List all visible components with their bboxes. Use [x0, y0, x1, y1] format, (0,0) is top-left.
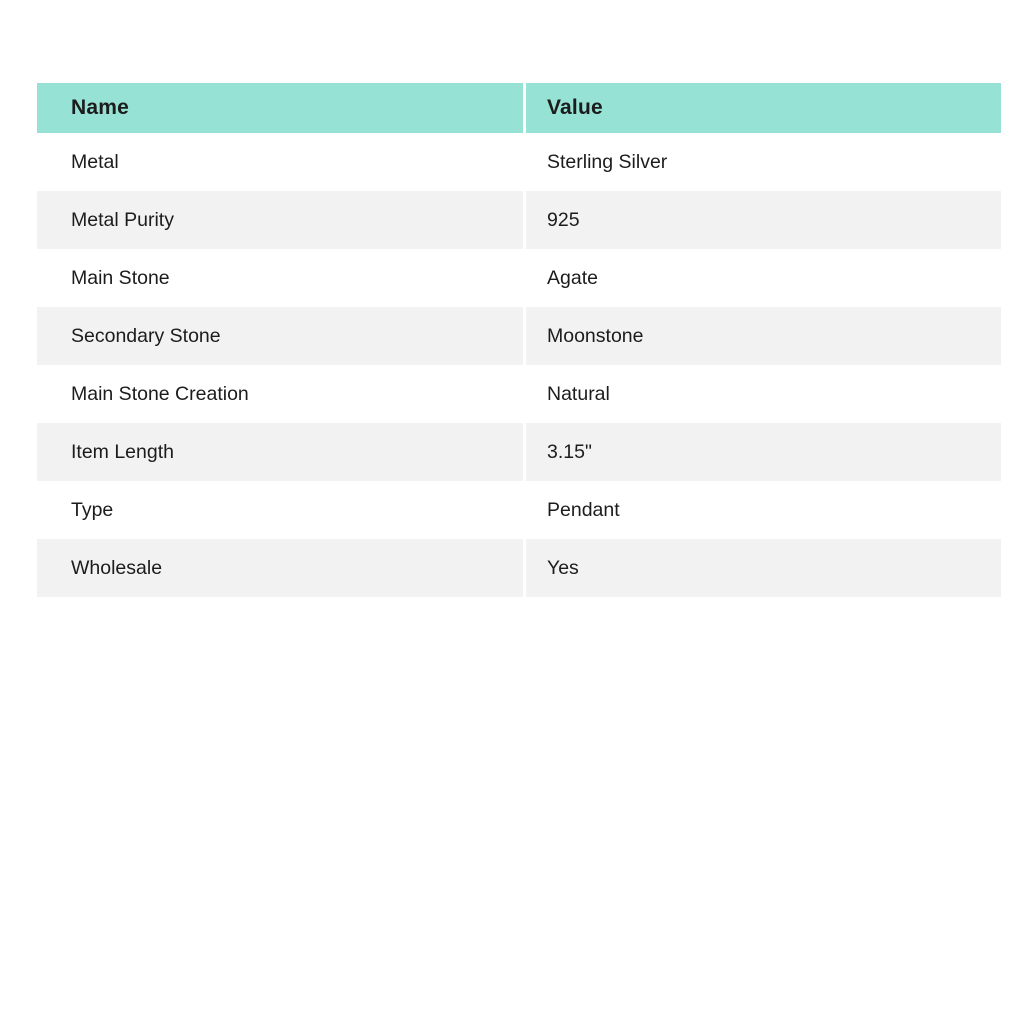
column-header-value: Value — [523, 83, 1001, 133]
table-body — [37, 133, 1001, 597]
table-row — [37, 133, 1001, 191]
cell-name: Main Stone Creation — [37, 365, 523, 423]
cell-value: Moonstone — [523, 307, 1001, 365]
cell-value: 925 — [523, 191, 1001, 249]
table-row — [37, 481, 1001, 539]
cell-name: Wholesale — [37, 539, 523, 597]
table-row — [37, 191, 1001, 249]
cell-value: Sterling Silver — [523, 133, 1001, 191]
table-row — [37, 307, 1001, 365]
table-row — [37, 249, 1001, 307]
cell-name: Metal — [37, 133, 523, 191]
cell-value: 3.15" — [523, 423, 1001, 481]
cell-value: Pendant — [523, 481, 1001, 539]
cell-name: Metal Purity — [37, 191, 523, 249]
column-header-name: Name — [37, 83, 523, 133]
cell-value: Yes — [523, 539, 1001, 597]
table-header-row — [37, 83, 1001, 133]
table-row — [37, 423, 1001, 481]
table-row — [37, 539, 1001, 597]
table-row — [37, 365, 1001, 423]
cell-name: Type — [37, 481, 523, 539]
spec-table — [37, 83, 1001, 597]
cell-name: Main Stone — [37, 249, 523, 307]
cell-value: Agate — [523, 249, 1001, 307]
cell-value: Natural — [523, 365, 1001, 423]
cell-name: Secondary Stone — [37, 307, 523, 365]
cell-name: Item Length — [37, 423, 523, 481]
